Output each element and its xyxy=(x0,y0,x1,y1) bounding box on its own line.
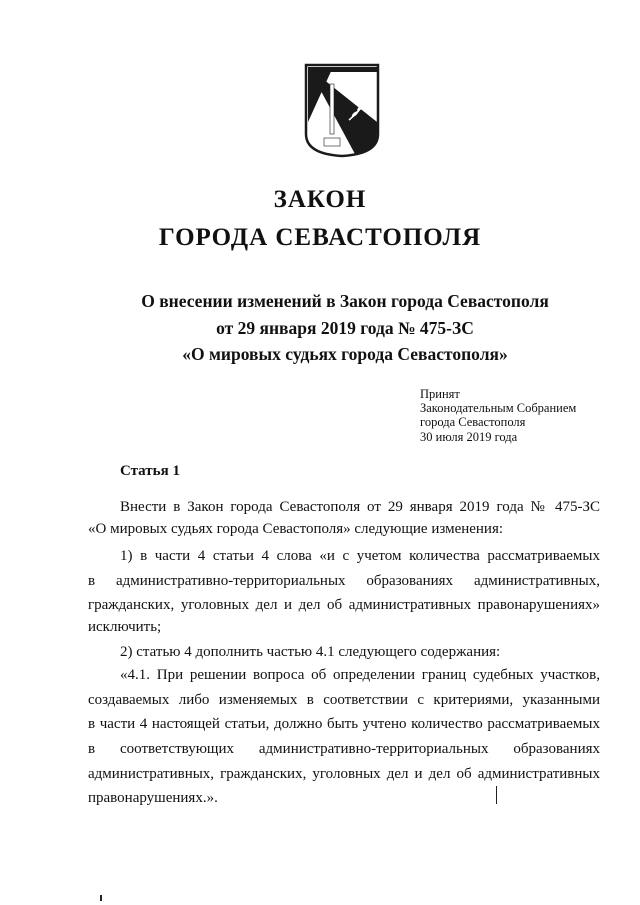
scan-mark xyxy=(496,786,497,804)
body-line: «О мировых судьях города Севастополя» следующие изменения: xyxy=(88,521,504,537)
adoption-line: города Севастополя xyxy=(420,415,526,430)
body-line: в административно-территориальных образованиях административных, xyxy=(88,573,600,589)
adoption-line: Законодательным Собранием xyxy=(420,401,577,416)
law-city-title: ГОРОДА СЕВАСТОПОЛЯ xyxy=(158,224,482,251)
article-heading: Статья 1 xyxy=(120,463,180,479)
law-subtitle-line: «О мировых судьях города Севастополя» xyxy=(182,344,508,364)
body-line: правонарушениях.». xyxy=(88,790,218,806)
body-line: исключить; xyxy=(88,619,162,635)
law-subtitle-line: О внесении изменений в Закон города Севастополя xyxy=(141,291,549,311)
body-line: гражданских, уголовных дел и дел об административных правонарушениях» xyxy=(88,597,600,613)
body-line: в части 4 настоящей статьи, должно быть учтено количество рассматриваемых xyxy=(88,716,600,732)
body-line: административных, гражданских, уголовных дел и дел об административных xyxy=(88,766,600,782)
coat-of-arms-icon xyxy=(303,62,381,158)
adoption-block xyxy=(420,387,620,444)
body-line: создаваемых либо изменяемых в соответствии с критериями, указанными xyxy=(88,692,600,708)
body-line: в соответствующих административно-территориальных образованиях xyxy=(88,741,600,757)
body-line: 1) в части 4 статьи 4 слова «и с учетом количества рассматриваемых xyxy=(120,548,600,564)
scan-mark xyxy=(100,895,102,901)
adoption-line: Принят xyxy=(420,387,460,401)
law-subtitle-line: от 29 января 2019 года № 475-ЗС xyxy=(216,318,474,338)
body-line: «4.1. При решении вопроса об определении границ судебных участков, xyxy=(120,667,600,683)
body-line: 2) статью 4 дополнить частью 4.1 следующего содержания: xyxy=(120,644,501,660)
body-line: Внести в Закон города Севастополя от 29 января 2019 года № 475-ЗС xyxy=(120,499,600,515)
law-title: ЗАКОН xyxy=(273,186,367,213)
adoption-date: 30 июля 2019 года xyxy=(420,429,518,444)
